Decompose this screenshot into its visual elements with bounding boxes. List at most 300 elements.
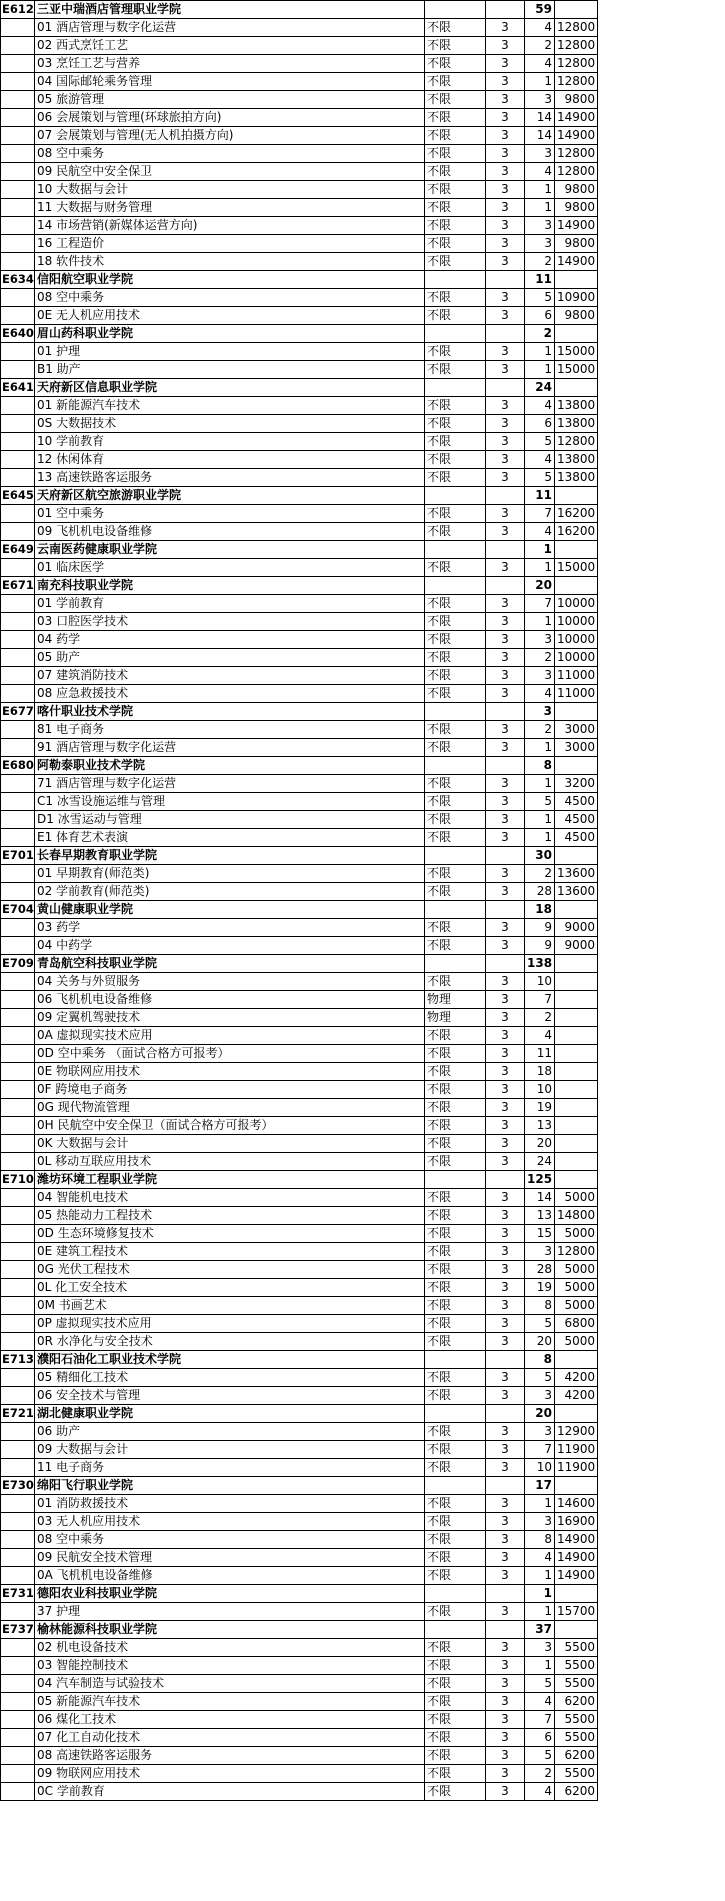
tuition-fee — [555, 1117, 598, 1135]
subject-requirement: 不限 — [425, 1297, 486, 1315]
fee-cell — [555, 271, 598, 289]
years-cell — [486, 1, 525, 19]
code-cell — [1, 1225, 35, 1243]
subject-requirement: 不限 — [425, 505, 486, 523]
major-row — [1, 37, 598, 55]
code-cell — [1, 775, 35, 793]
subject-requirement: 不限 — [425, 775, 486, 793]
study-years: 3 — [486, 883, 525, 901]
major-row — [1, 1225, 598, 1243]
major-row — [1, 1009, 598, 1027]
plan-count: 3 — [525, 703, 555, 721]
major-name: 02 机电设备技术 — [35, 1639, 425, 1657]
fee-cell — [555, 1477, 598, 1495]
plan-count: 7 — [525, 595, 555, 613]
tuition-fee: 15000 — [555, 343, 598, 361]
study-years: 3 — [486, 415, 525, 433]
school-code: E645 — [1, 487, 35, 505]
years-cell — [486, 379, 525, 397]
subject-cell — [425, 703, 486, 721]
subject-cell — [425, 1171, 486, 1189]
study-years: 3 — [486, 1441, 525, 1459]
plan-count: 1 — [525, 559, 555, 577]
code-cell — [1, 1387, 35, 1405]
study-years: 3 — [486, 613, 525, 631]
plan-count: 5 — [525, 793, 555, 811]
tuition-fee: 12800 — [555, 433, 598, 451]
study-years: 3 — [486, 1459, 525, 1477]
tuition-fee: 13800 — [555, 451, 598, 469]
major-name: 0G 现代物流管理 — [35, 1099, 425, 1117]
major-row — [1, 1729, 598, 1747]
school-row — [1, 1, 598, 19]
study-years: 3 — [486, 1189, 525, 1207]
major-row — [1, 145, 598, 163]
subject-requirement: 不限 — [425, 343, 486, 361]
major-name: 05 旅游管理 — [35, 91, 425, 109]
major-row — [1, 433, 598, 451]
fee-cell — [555, 577, 598, 595]
tuition-fee — [555, 1135, 598, 1153]
subject-requirement: 不限 — [425, 1027, 486, 1045]
major-row — [1, 1369, 598, 1387]
plan-count: 1 — [525, 1567, 555, 1585]
school-code: E731 — [1, 1585, 35, 1603]
subject-requirement: 不限 — [425, 1225, 486, 1243]
major-name: 05 热能动力工程技术 — [35, 1207, 425, 1225]
plan-count: 2 — [525, 1765, 555, 1783]
subject-requirement: 不限 — [425, 433, 486, 451]
tuition-fee: 9000 — [555, 937, 598, 955]
major-name: 03 无人机应用技术 — [35, 1513, 425, 1531]
study-years: 3 — [486, 307, 525, 325]
major-row — [1, 1189, 598, 1207]
subject-requirement: 物理 — [425, 991, 486, 1009]
major-row — [1, 1531, 598, 1549]
study-years: 3 — [486, 1243, 525, 1261]
subject-requirement: 不限 — [425, 199, 486, 217]
major-name: 02 西式烹饪工艺 — [35, 37, 425, 55]
major-row — [1, 523, 598, 541]
study-years: 3 — [486, 1783, 525, 1801]
major-name: 01 新能源汽车技术 — [35, 397, 425, 415]
school-row — [1, 1351, 598, 1369]
tuition-fee: 13600 — [555, 865, 598, 883]
fee-cell — [555, 1585, 598, 1603]
major-row — [1, 865, 598, 883]
subject-requirement: 不限 — [425, 667, 486, 685]
tuition-fee: 4200 — [555, 1369, 598, 1387]
subject-requirement: 不限 — [425, 109, 486, 127]
plan-count: 6 — [525, 1729, 555, 1747]
plan-count: 3 — [525, 217, 555, 235]
study-years: 3 — [486, 397, 525, 415]
study-years: 3 — [486, 1711, 525, 1729]
major-row — [1, 595, 598, 613]
plan-count: 1 — [525, 829, 555, 847]
tuition-fee: 14900 — [555, 1567, 598, 1585]
subject-cell — [425, 1621, 486, 1639]
subject-requirement: 不限 — [425, 1747, 486, 1765]
school-name: 阿勒泰职业技术学院 — [35, 757, 425, 775]
school-code: E710 — [1, 1171, 35, 1189]
major-name: 09 定翼机驾驶技术 — [35, 1009, 425, 1027]
code-cell — [1, 55, 35, 73]
study-years: 3 — [486, 343, 525, 361]
tuition-fee: 3200 — [555, 775, 598, 793]
major-name: 04 国际邮轮乘务管理 — [35, 73, 425, 91]
subject-requirement: 不限 — [425, 397, 486, 415]
code-cell — [1, 865, 35, 883]
code-cell — [1, 253, 35, 271]
subject-cell — [425, 487, 486, 505]
major-name: 16 工程造价 — [35, 235, 425, 253]
subject-requirement: 不限 — [425, 1081, 486, 1099]
fee-cell — [555, 1351, 598, 1369]
code-cell — [1, 613, 35, 631]
study-years: 3 — [486, 1009, 525, 1027]
plan-count: 5 — [525, 469, 555, 487]
tuition-fee: 4500 — [555, 793, 598, 811]
study-years: 3 — [486, 865, 525, 883]
major-row — [1, 793, 598, 811]
plan-count: 4 — [525, 55, 555, 73]
subject-requirement: 不限 — [425, 1117, 486, 1135]
major-name: 14 市场营销(新媒体运营方向) — [35, 217, 425, 235]
years-cell — [486, 1477, 525, 1495]
plan-count: 3 — [525, 1243, 555, 1261]
study-years: 3 — [486, 919, 525, 937]
subject-requirement: 不限 — [425, 685, 486, 703]
school-code: E677 — [1, 703, 35, 721]
study-years: 3 — [486, 937, 525, 955]
major-name: 07 会展策划与管理(无人机拍摄方向) — [35, 127, 425, 145]
code-cell — [1, 217, 35, 235]
tuition-fee: 4500 — [555, 829, 598, 847]
subject-requirement: 不限 — [425, 523, 486, 541]
major-row — [1, 667, 598, 685]
subject-cell — [425, 325, 486, 343]
tuition-fee: 6200 — [555, 1693, 598, 1711]
plan-count: 9 — [525, 937, 555, 955]
subject-requirement: 不限 — [425, 793, 486, 811]
major-row — [1, 1567, 598, 1585]
tuition-fee — [555, 1045, 598, 1063]
major-name: 0G 光伏工程技术 — [35, 1261, 425, 1279]
major-row — [1, 1441, 598, 1459]
school-row — [1, 325, 598, 343]
school-code: E671 — [1, 577, 35, 595]
school-name: 濮阳石油化工职业技术学院 — [35, 1351, 425, 1369]
tuition-fee: 15000 — [555, 559, 598, 577]
subject-requirement: 不限 — [425, 235, 486, 253]
major-row — [1, 721, 598, 739]
years-cell — [486, 1585, 525, 1603]
tuition-fee: 5000 — [555, 1333, 598, 1351]
plan-count: 10 — [525, 1081, 555, 1099]
plan-count: 3 — [525, 1513, 555, 1531]
tuition-fee: 5500 — [555, 1657, 598, 1675]
subject-requirement: 不限 — [425, 919, 486, 937]
study-years: 3 — [486, 685, 525, 703]
study-years: 3 — [486, 181, 525, 199]
major-name: 0L 移动互联应用技术 — [35, 1153, 425, 1171]
plan-count: 1 — [525, 1603, 555, 1621]
plan-count: 1 — [525, 775, 555, 793]
plan-count: 19 — [525, 1099, 555, 1117]
subject-cell — [425, 1351, 486, 1369]
subject-requirement: 不限 — [425, 1693, 486, 1711]
fee-cell — [555, 487, 598, 505]
plan-count: 20 — [525, 577, 555, 595]
plan-count: 18 — [525, 901, 555, 919]
study-years: 3 — [486, 1639, 525, 1657]
study-years: 3 — [486, 289, 525, 307]
major-row — [1, 343, 598, 361]
subject-requirement: 不限 — [425, 883, 486, 901]
study-years: 3 — [486, 1099, 525, 1117]
major-row — [1, 181, 598, 199]
subject-requirement: 不限 — [425, 1765, 486, 1783]
subject-requirement: 不限 — [425, 163, 486, 181]
tuition-fee: 5000 — [555, 1261, 598, 1279]
major-name: 06 会展策划与管理(环球旅拍方向) — [35, 109, 425, 127]
major-row — [1, 1513, 598, 1531]
subject-requirement: 不限 — [425, 307, 486, 325]
code-cell — [1, 973, 35, 991]
years-cell — [486, 577, 525, 595]
fee-cell — [555, 379, 598, 397]
plan-count: 4 — [525, 685, 555, 703]
subject-requirement: 不限 — [425, 1243, 486, 1261]
school-name: 眉山药科职业学院 — [35, 325, 425, 343]
code-cell — [1, 37, 35, 55]
study-years: 3 — [486, 505, 525, 523]
years-cell — [486, 757, 525, 775]
plan-count: 6 — [525, 415, 555, 433]
major-row — [1, 1459, 598, 1477]
fee-cell — [555, 1, 598, 19]
major-name: 05 精细化工技术 — [35, 1369, 425, 1387]
major-row — [1, 739, 598, 757]
tuition-fee: 14800 — [555, 1207, 598, 1225]
study-years: 3 — [486, 1045, 525, 1063]
subject-requirement: 不限 — [425, 649, 486, 667]
school-code: E704 — [1, 901, 35, 919]
major-row — [1, 649, 598, 667]
code-cell — [1, 1675, 35, 1693]
code-cell — [1, 685, 35, 703]
subject-requirement: 不限 — [425, 1783, 486, 1801]
major-row — [1, 1135, 598, 1153]
major-row — [1, 1711, 598, 1729]
plan-count: 20 — [525, 1333, 555, 1351]
code-cell — [1, 1441, 35, 1459]
study-years: 3 — [486, 199, 525, 217]
code-cell — [1, 181, 35, 199]
major-name: 0R 水净化与安全技术 — [35, 1333, 425, 1351]
tuition-fee: 5000 — [555, 1189, 598, 1207]
study-years: 3 — [486, 595, 525, 613]
plan-count: 20 — [525, 1135, 555, 1153]
major-name: 06 煤化工技术 — [35, 1711, 425, 1729]
plan-count: 4 — [525, 1783, 555, 1801]
tuition-fee: 16200 — [555, 505, 598, 523]
major-name: 18 软件技术 — [35, 253, 425, 271]
tuition-fee: 12800 — [555, 163, 598, 181]
tuition-fee: 4200 — [555, 1387, 598, 1405]
subject-requirement: 不限 — [425, 613, 486, 631]
subject-requirement: 不限 — [425, 37, 486, 55]
tuition-fee: 12800 — [555, 145, 598, 163]
major-name: 0A 虚拟现实技术应用 — [35, 1027, 425, 1045]
tuition-fee — [555, 973, 598, 991]
study-years: 3 — [486, 145, 525, 163]
major-row — [1, 1081, 598, 1099]
tuition-fee: 5500 — [555, 1675, 598, 1693]
plan-count: 24 — [525, 1153, 555, 1171]
years-cell — [486, 1351, 525, 1369]
study-years: 3 — [486, 127, 525, 145]
plan-count: 4 — [525, 523, 555, 541]
tuition-fee: 9000 — [555, 919, 598, 937]
code-cell — [1, 1693, 35, 1711]
major-row — [1, 1639, 598, 1657]
plan-count: 4 — [525, 1693, 555, 1711]
study-years: 3 — [486, 1027, 525, 1045]
major-name: 0H 民航空中安全保卫（面试合格方可报考） — [35, 1117, 425, 1135]
major-name: 05 新能源汽车技术 — [35, 1693, 425, 1711]
plan-count: 8 — [525, 1297, 555, 1315]
subject-requirement: 不限 — [425, 253, 486, 271]
code-cell — [1, 1783, 35, 1801]
study-years: 3 — [486, 1531, 525, 1549]
subject-requirement: 不限 — [425, 1315, 486, 1333]
major-name: 91 酒店管理与数字化运营 — [35, 739, 425, 757]
major-name: 0C 学前教育 — [35, 1783, 425, 1801]
tuition-fee — [555, 1153, 598, 1171]
subject-requirement: 不限 — [425, 1153, 486, 1171]
code-cell — [1, 1531, 35, 1549]
tuition-fee: 10900 — [555, 289, 598, 307]
code-cell — [1, 1423, 35, 1441]
years-cell — [486, 1171, 525, 1189]
major-name: 10 大数据与会计 — [35, 181, 425, 199]
major-name: 06 安全技术与管理 — [35, 1387, 425, 1405]
school-code: E713 — [1, 1351, 35, 1369]
plan-count: 2 — [525, 37, 555, 55]
plan-count: 3 — [525, 145, 555, 163]
subject-cell — [425, 1477, 486, 1495]
major-row — [1, 1045, 598, 1063]
plan-count: 2 — [525, 649, 555, 667]
major-row — [1, 1243, 598, 1261]
major-name: 12 休闲体育 — [35, 451, 425, 469]
study-years: 3 — [486, 1225, 525, 1243]
plan-count: 5 — [525, 1369, 555, 1387]
tuition-fee: 11000 — [555, 667, 598, 685]
major-name: 01 消防救援技术 — [35, 1495, 425, 1513]
study-years: 3 — [486, 631, 525, 649]
major-name: 01 学前教育 — [35, 595, 425, 613]
study-years: 3 — [486, 1747, 525, 1765]
code-cell — [1, 433, 35, 451]
major-row — [1, 361, 598, 379]
code-cell — [1, 649, 35, 667]
tuition-fee: 14900 — [555, 217, 598, 235]
study-years: 3 — [486, 811, 525, 829]
tuition-fee: 12800 — [555, 55, 598, 73]
tuition-fee: 3000 — [555, 721, 598, 739]
code-cell — [1, 1765, 35, 1783]
study-years: 3 — [486, 1081, 525, 1099]
study-years: 3 — [486, 1495, 525, 1513]
study-years: 3 — [486, 1135, 525, 1153]
code-cell — [1, 19, 35, 37]
code-cell — [1, 739, 35, 757]
subject-cell — [425, 1405, 486, 1423]
plan-count: 5 — [525, 433, 555, 451]
subject-requirement: 不限 — [425, 145, 486, 163]
school-row — [1, 1171, 598, 1189]
major-name: 0F 跨境电子商务 — [35, 1081, 425, 1099]
school-name: 南充科技职业学院 — [35, 577, 425, 595]
major-name: 01 临床医学 — [35, 559, 425, 577]
major-name: 09 飞机机电设备维修 — [35, 523, 425, 541]
study-years: 3 — [486, 1153, 525, 1171]
study-years: 3 — [486, 433, 525, 451]
subject-cell — [425, 1585, 486, 1603]
subject-requirement: 不限 — [425, 1567, 486, 1585]
code-cell — [1, 343, 35, 361]
plan-count: 1 — [525, 1585, 555, 1603]
plan-count: 3 — [525, 235, 555, 253]
school-name: 信阳航空职业学院 — [35, 271, 425, 289]
years-cell — [486, 1405, 525, 1423]
major-name: 04 关务与外贸服务 — [35, 973, 425, 991]
major-name: 0E 物联网应用技术 — [35, 1063, 425, 1081]
school-code: E737 — [1, 1621, 35, 1639]
plan-count: 13 — [525, 1207, 555, 1225]
major-name: 04 智能机电技术 — [35, 1189, 425, 1207]
tuition-fee — [555, 1099, 598, 1117]
plan-count: 4 — [525, 163, 555, 181]
major-name: 04 药学 — [35, 631, 425, 649]
major-name: 01 早期教育(师范类) — [35, 865, 425, 883]
study-years: 3 — [486, 1333, 525, 1351]
code-cell — [1, 1603, 35, 1621]
tuition-fee: 9800 — [555, 181, 598, 199]
major-row — [1, 55, 598, 73]
tuition-fee: 13800 — [555, 397, 598, 415]
school-name: 喀什职业技术学院 — [35, 703, 425, 721]
fee-cell — [555, 955, 598, 973]
study-years: 3 — [486, 829, 525, 847]
study-years: 3 — [486, 451, 525, 469]
plan-count: 20 — [525, 1405, 555, 1423]
study-years: 3 — [486, 1513, 525, 1531]
subject-requirement: 不限 — [425, 937, 486, 955]
plan-count: 3 — [525, 631, 555, 649]
major-row — [1, 1675, 598, 1693]
school-name: 三亚中瑞酒店管理职业学院 — [35, 1, 425, 19]
tuition-fee: 9800 — [555, 91, 598, 109]
plan-count: 4 — [525, 19, 555, 37]
subject-requirement: 不限 — [425, 1189, 486, 1207]
plan-count: 3 — [525, 1387, 555, 1405]
major-name: 0A 飞机机电设备维修 — [35, 1567, 425, 1585]
code-cell — [1, 1081, 35, 1099]
